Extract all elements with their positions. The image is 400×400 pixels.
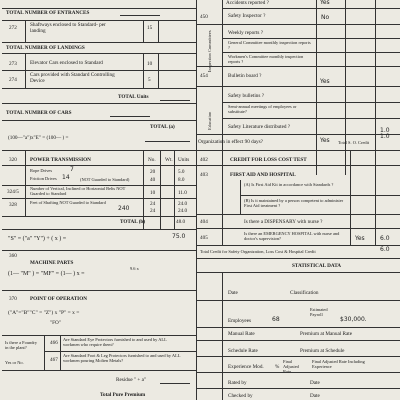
row-328-number: 328 [9,202,17,208]
row-320-number: 320 [9,157,17,163]
divider [44,335,45,370]
total-pure-premium: Total Pure Premium [100,392,146,398]
formula-4: ("A"="B""C" = "Z") x "P" = x = [8,310,80,316]
divider [2,335,196,336]
organization-total: Total S. O. Credit [338,140,370,145]
divider [222,118,400,119]
divider [316,0,317,175]
row-403-a: (A) Is First Aid Kit in accordance with Standards ? [244,182,334,187]
divider [222,38,400,39]
divider [196,214,400,215]
divider [120,15,160,16]
credits-total: Total Credit for Safety Organization, Loss Cost & Hospital Credit [200,249,316,254]
experience-mod-value: % [275,364,280,370]
top-r1: Accidents reported ? [226,0,269,6]
divider [196,24,400,25]
premium-manual-label: Premium at Manual Rate [300,331,353,337]
education-3: Safety Literature distributed ? [228,124,291,130]
payroll-value: $30,000. [340,316,367,323]
divider [143,20,144,42]
divider [2,8,196,9]
statistical-data-header: STATISTICAL DATA [292,263,342,269]
formula-2-value: 75.0 [172,233,186,240]
divider [196,66,400,67]
divider [196,150,400,151]
divider [174,150,175,230]
education-label: Education [207,111,212,130]
yes-no-label: Yes or No. [5,360,24,365]
divider [158,20,159,42]
inspection-1: Weekly reports ? [228,30,264,36]
foundry-question: Is there a Foundry in the plant? [5,340,38,350]
row-360-title: MACHINE PARTS [30,260,74,266]
row-450-number: 450 [200,14,208,20]
divider [222,272,223,400]
row-272-number: 272 [9,25,17,31]
divider [158,53,159,88]
formula-3-number: 9.6 x [130,266,139,271]
total-b-value: 48.0 [176,219,186,225]
final-adjusted-rate-label: Final Adjusted Rate [283,359,299,374]
divider [196,327,400,328]
organization-text: Organization in effect 90 days? [198,139,263,145]
row-274-rate: 5 [148,77,151,83]
divider [350,150,351,245]
divider [196,228,400,229]
divider [222,102,400,103]
divider [25,150,26,216]
inspection-2: General Committee monthly inspection reports ? [228,40,311,50]
divider [25,20,26,42]
divider [143,53,144,88]
row-328-hw: 240 [118,205,130,212]
row-320-sub1b: Friction Drives [30,176,57,181]
divider [143,150,144,230]
final-adjusted-premium-label: Final Adjusted Rate Including Experience [312,359,365,369]
row-370-title: POINT OF OPERATION [30,296,87,302]
date-2-label: Date [310,380,320,386]
formula-4-fo: "FO" [50,320,61,326]
divider [2,216,196,217]
row-402-number: 402 [200,157,208,163]
row-324-v2: 11.0 [178,190,187,196]
rated-by-label: Rated by [228,380,247,386]
row-405-value: Yes [355,235,365,242]
total-b-label: TOTAL (b) [120,219,146,225]
divider [375,150,376,245]
divider [110,116,150,117]
date-3-label: Date [310,393,320,399]
divider [196,134,400,135]
row-402-text: CREDIT FOR LOSS COST TEST [230,157,307,163]
divider [2,20,196,21]
row-403-number: 403 [200,172,208,178]
total-a-label: TOTAL (a) [150,124,175,130]
row-328-v4: 24.0 [178,208,188,214]
divider [2,229,196,230]
divider [2,150,196,151]
divider [240,195,400,196]
payroll-label: Estimated Payroll [310,307,328,317]
row-454-number: 454 [200,73,208,79]
row-405-number: 405 [200,235,208,241]
row-273-number: 273 [9,61,17,67]
divider [2,250,196,251]
organization-total-value: 1.0 [380,133,390,140]
divider [222,8,400,9]
row-454-text: Bulletin board ? [228,73,262,79]
education-1: Safety bulletins ? [228,93,265,99]
landings-header: TOTAL NUMBER OF LANDINGS [6,45,85,51]
divider [196,245,400,246]
row-274-number: 274 [9,77,17,83]
credits-value: 6.0 [380,246,390,253]
divider [196,356,400,357]
row-324-number: 324/5 [7,189,19,195]
manual-rate-label: Manual Rate [228,331,255,337]
row-320-v4: 8.0 [178,177,185,183]
row-320-v3: 40 [150,177,156,183]
row-272-rate: 15 [147,25,153,31]
inspection-committees-label: Inspection Committees [207,30,212,72]
divider [2,53,196,54]
divider [196,372,400,373]
row-403-b: (B) Is it maintained by a person competent to administer First Aid treatment ? [244,198,344,208]
row-324-text: Number of Vertical, Inclined or Horizontal Belts NOT Guarded to Standard [30,186,126,196]
row-360-number: 360 [9,253,17,259]
divider [375,0,376,175]
col-no: No. [148,157,156,163]
row-328-text: Feet of Shafting NOT Guarded to Standard [30,200,106,205]
divider [2,88,196,89]
row-273-text: Elevator Cars enclosed to Standard [30,60,103,66]
divider [196,388,400,389]
row-404-text: Is there a DISPENSARY with nurse ? [244,219,323,225]
divider [196,86,400,87]
row-273-rate: 10 [147,61,153,67]
divider [2,70,196,71]
total-cars-label: TOTAL NUMBER OF CARS [6,110,72,116]
checked-by-label: Checked by [228,393,253,399]
divider [240,180,241,214]
divider [222,150,223,245]
divider [196,300,400,301]
row-454-value: Yes [320,78,330,85]
formula-3: (1— "M" ) = "MF" = (1— ) x = [8,271,85,277]
row-450-text: Safety Inspector ? [228,13,266,19]
premium-schedule-label: Premium at Schedule [300,348,345,354]
row-405-text: Is there an EMERGENCY HOSPITAL with nurse and doctor's supervision? [244,231,340,241]
divider [160,100,190,101]
formula-2: "S" = ("a" "Y") + ( x ) = [8,236,67,242]
divider [2,42,196,43]
row-467-number: 467 [50,357,58,363]
classification-label: Classification [290,290,319,296]
residue-label: Residue " + a" [116,377,147,383]
divider [2,103,196,104]
row-320-sub1: Rope Drives [30,168,53,173]
divider [196,340,400,341]
row-450-value: No [321,14,330,21]
row-320-v2: 5.0 [178,169,185,175]
row-466-number: 466 [50,340,58,346]
divider [222,52,400,53]
right-col-divider [222,0,223,175]
schedule-rate-label: Schedule Rate [228,348,258,354]
row-370-number: 370 [9,296,17,302]
row-320-title: POWER TRANSMISSION [30,157,91,163]
education-3-value: 1.0 [380,127,390,134]
divider [196,165,400,166]
divider [60,335,61,370]
divider [196,272,400,273]
row-328-v1: 24 [150,201,156,207]
entrances-header: TOTAL NUMBER OF ENTRANCES [6,10,90,16]
employees-label: Employees [228,318,252,324]
divider [25,53,26,88]
divider [2,370,196,371]
formula-1: (100—"a")x"E" = (100— ) = [8,135,69,141]
divider [160,383,190,384]
row-272-text: Shaftways enclosed to Standard- per landing [30,22,106,34]
divider [2,120,196,121]
divider [145,141,190,142]
inspection-3: Workmen's Committee monthly inspection reports ? [228,54,304,64]
divider [160,150,161,230]
divider [2,290,196,291]
education-2: Semi-annual meetings of employees or substitute? [228,104,297,114]
top-r1-value: Yes [320,0,330,6]
date-label: Date [228,290,238,296]
divider [196,258,400,259]
row-328-v2: 24.0 [178,201,188,207]
row-320-hw3: (NOT Guarded to Standard) [80,177,130,182]
row-320-hw2: 14 [62,174,70,181]
total-units-label: TOTAL Units [118,94,149,100]
row-404-number: 404 [200,219,208,225]
row-467-text: Are Standard Foot & Leg Protectors furnished to and used by ALL workmen pouring Molten Metals? [63,353,181,363]
divider [2,198,196,199]
row-274-text: Cars provided with Standard Controlling Device [30,72,115,84]
row-324-v1: 10 [150,190,156,196]
row-466-text: Are Standard Eye Protectors furnished to and used by ALL workmen who require them? [63,337,167,347]
experience-mod-label: Experience Mod. [228,364,264,370]
row-405-value-2: 6.0 [380,235,390,242]
row-328-v3: 24 [150,208,156,214]
divider [44,351,196,352]
divider [2,165,196,166]
employees-value: 68 [272,316,280,323]
col-units: Units [178,157,190,163]
row-320-hw1: 7 [70,166,74,173]
col-wt: Wt. [165,157,173,163]
organization-value: Yes [320,137,330,144]
row-320-v1: 20 [150,169,156,175]
divider [345,0,346,175]
row-403-text: FIRST AID AND HOSPITAL [230,172,296,178]
